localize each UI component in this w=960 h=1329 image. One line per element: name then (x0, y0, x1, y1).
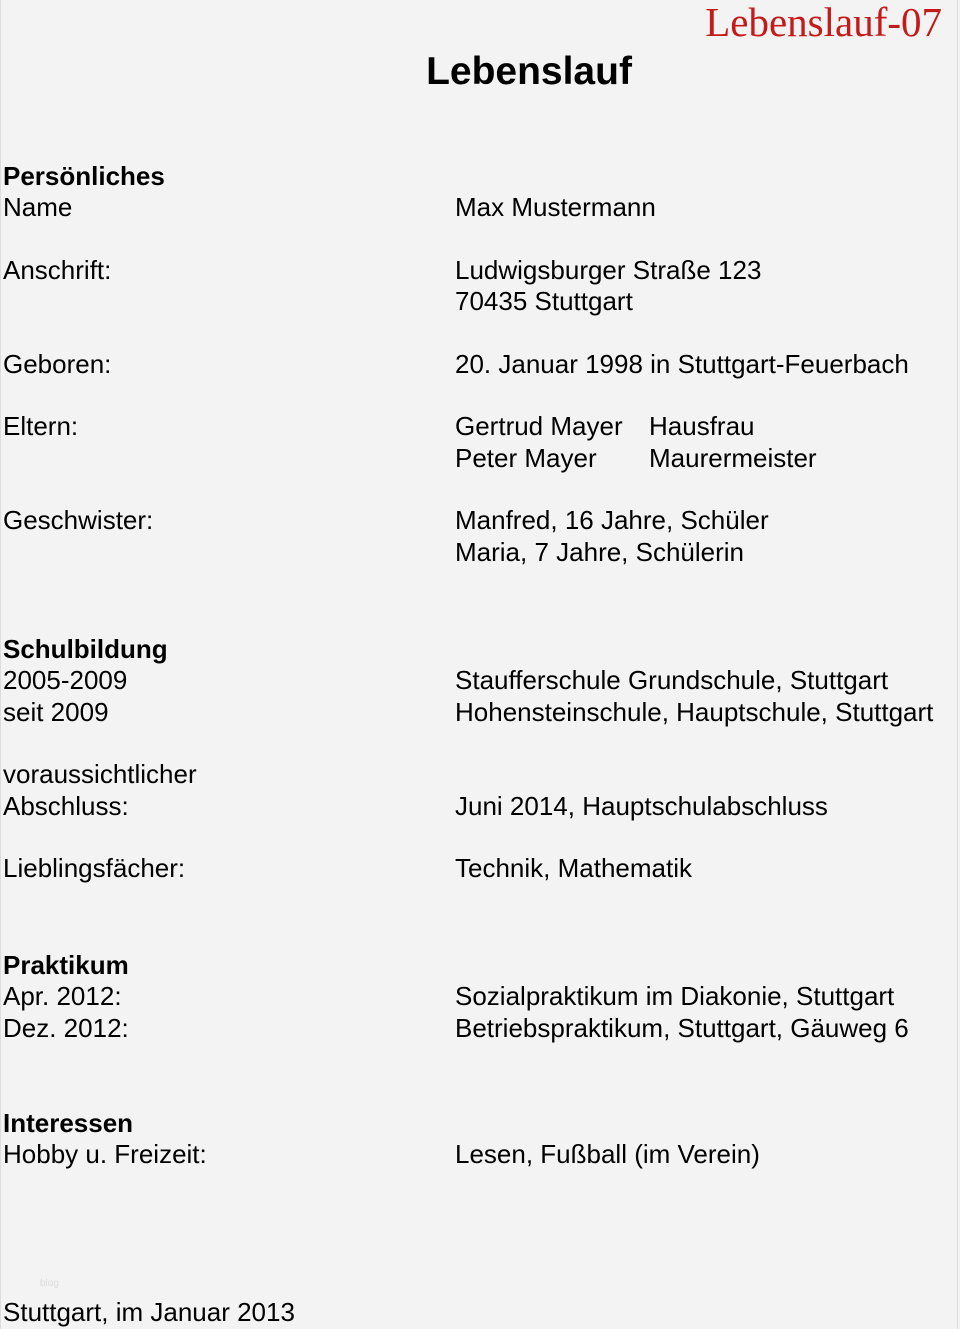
row-school-entries (3, 665, 958, 728)
parent-entry (455, 411, 958, 443)
name-value: Max Mustermann (455, 192, 656, 222)
internship-place: Sozialpraktikum im Diakonie, Stuttgart (455, 981, 895, 1011)
row-graduation (3, 759, 958, 822)
school-name: Hohensteinschule, Hauptschule, Stuttgart (455, 696, 934, 727)
section-personal (3, 160, 958, 568)
section-heading-internship: Praktikum (3, 950, 129, 980)
row-hobbies (3, 1139, 958, 1171)
graduation-label-1: voraussichtlicher (3, 759, 197, 789)
row-name (3, 192, 958, 224)
hobbies-value: Lesen, Fußball (im Verein) (455, 1139, 760, 1169)
watermark: blog (40, 1278, 59, 1289)
parent-entry (455, 443, 958, 475)
row-internships (3, 981, 958, 1044)
parent-job: Maurermeister (649, 442, 817, 473)
parents-label: Eltern: (3, 411, 79, 441)
section-heading-interests: Interessen (3, 1108, 134, 1138)
favorites-value: Technik, Mathematik (455, 853, 692, 883)
born-label: Geboren: (3, 348, 112, 379)
sibling-entry: Maria, 7 Jahre, Schülerin (455, 536, 745, 567)
page-title: Lebenslauf (426, 50, 632, 93)
school-name: Staufferschule Grundschule, Stuttgart (455, 665, 889, 695)
siblings-label: Geschwister: (3, 505, 154, 535)
parent-name: Gertrud Mayer (455, 411, 623, 441)
school-period: 2005-2009 (3, 665, 128, 695)
address-label: Anschrift: (3, 254, 112, 285)
hobbies-label: Hobby u. Freizeit: (3, 1139, 207, 1169)
section-heading-school: Schulbildung (3, 634, 168, 664)
internship-date: Apr. 2012: (3, 981, 122, 1011)
row-born (3, 349, 958, 381)
section-heading-personal: Persönliches (3, 161, 165, 191)
address-line-2: 70435 Stuttgart (455, 286, 633, 316)
section-school (3, 633, 958, 885)
born-value: 20. Januar 1998 in Stuttgart-Feuerbach (455, 348, 909, 379)
row-parents (3, 411, 958, 474)
sibling-entry: Manfred, 16 Jahre, Schüler (455, 505, 769, 535)
page-edge-left (0, 0, 1, 1329)
internship-place: Betriebspraktikum, Stuttgart, Gäuweg 6 (455, 1012, 909, 1043)
address-line-1: Ludwigsburger Straße 123 (455, 254, 762, 285)
parent-job: Hausfrau (649, 411, 755, 441)
row-address (3, 255, 958, 318)
section-interests (3, 1107, 958, 1171)
graduation-label-2: Abschluss: (3, 790, 129, 821)
school-period: seit 2009 (3, 696, 109, 727)
parent-name: Peter Mayer (455, 442, 597, 473)
internship-date: Dez. 2012: (3, 1012, 129, 1043)
name-label: Name (3, 192, 73, 222)
section-internship (3, 949, 958, 1044)
favorites-label: Lieblingsfächer: (3, 853, 186, 883)
graduation-value: Juni 2014, Hauptschulabschluss (455, 790, 828, 821)
place-date-footer: Stuttgart, im Januar 2013 (3, 1297, 295, 1327)
template-tag: Lebenslauf-07 (705, 0, 942, 45)
row-favorites (3, 853, 958, 885)
row-siblings (3, 505, 958, 568)
